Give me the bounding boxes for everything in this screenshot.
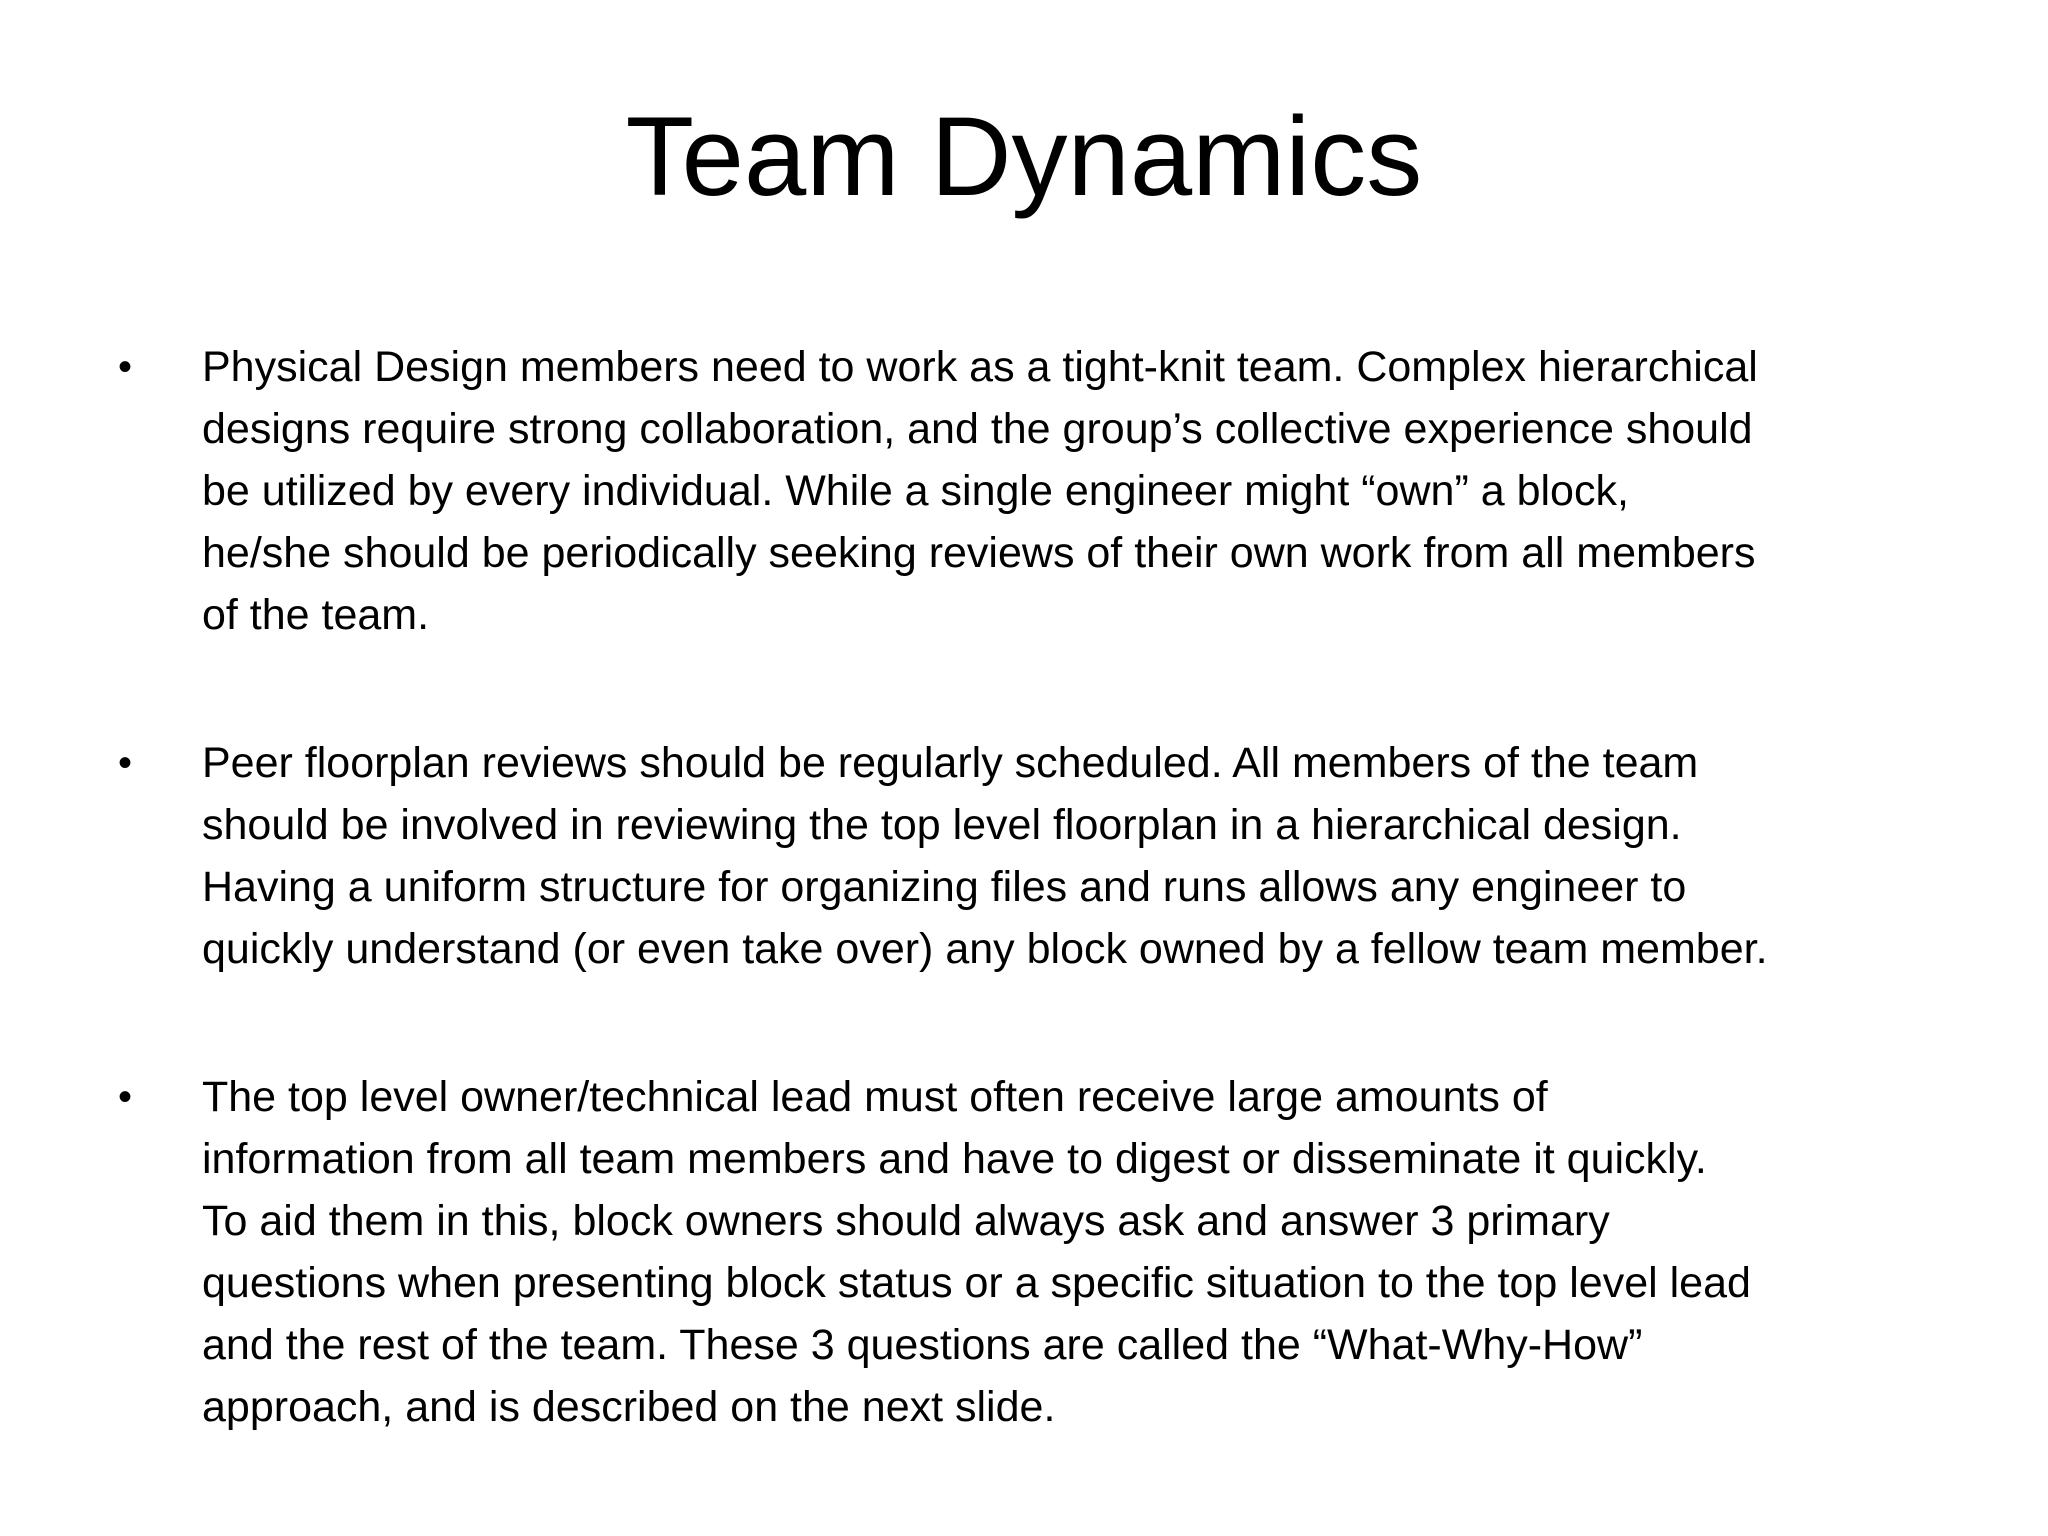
bullet-line: he/she should be periodically seeking reviews of their own work from all members: [202, 529, 1756, 577]
bullet-text: [202, 732, 1948, 980]
bullet-line: To aid them in this, block owners should always ask and answer 3 primary: [202, 1197, 1610, 1245]
bullet-dot-icon: •: [118, 345, 133, 389]
bullet-line: should be involved in reviewing the top level floorplan in a hierarchical design.: [202, 801, 1682, 849]
bullet-dot-icon: •: [118, 1075, 133, 1119]
bullet-line: be utilized by every individual. While a single engineer might “own” a block,: [202, 467, 1629, 515]
bullet-line: and the rest of the team. These 3 questions are called the “What-Why-How”: [202, 1321, 1643, 1369]
bullet-item: [118, 732, 1948, 980]
bullet-line: quickly understand (or even take over) any block owned by a fellow team member.: [202, 925, 1768, 973]
bullet-line: Having a uniform structure for organizing files and runs allows any engineer to: [202, 863, 1687, 911]
bullet-dot-icon: •: [118, 741, 133, 785]
bullet-line: of the team.: [202, 591, 430, 639]
bullet-line: questions when presenting block status or a specific situation to the top level lead: [202, 1259, 1751, 1307]
bullet-line: approach, and is described on the next slide.: [202, 1383, 1056, 1431]
bullet-line: information from all team members and have to digest or disseminate it quickly.: [202, 1135, 1707, 1183]
bullet-line: The top level owner/technical lead must often receive large amounts of: [202, 1073, 1548, 1121]
bullet-text: [202, 1066, 1948, 1438]
bullet-item: [118, 336, 1948, 646]
bullet-line: Peer floorplan reviews should be regularly scheduled. All members of the team: [202, 739, 1699, 787]
bullet-line: designs require strong collaboration, and the group’s collective experience should: [202, 405, 1753, 453]
bullet-line: Physical Design members need to work as a tight-knit team. Complex hierarchical: [202, 343, 1758, 391]
slide-title: Team Dynamics: [625, 94, 1423, 219]
bullet-text: [202, 336, 1948, 646]
bullet-list: [118, 336, 1948, 1524]
bullet-item: [118, 1066, 1948, 1438]
